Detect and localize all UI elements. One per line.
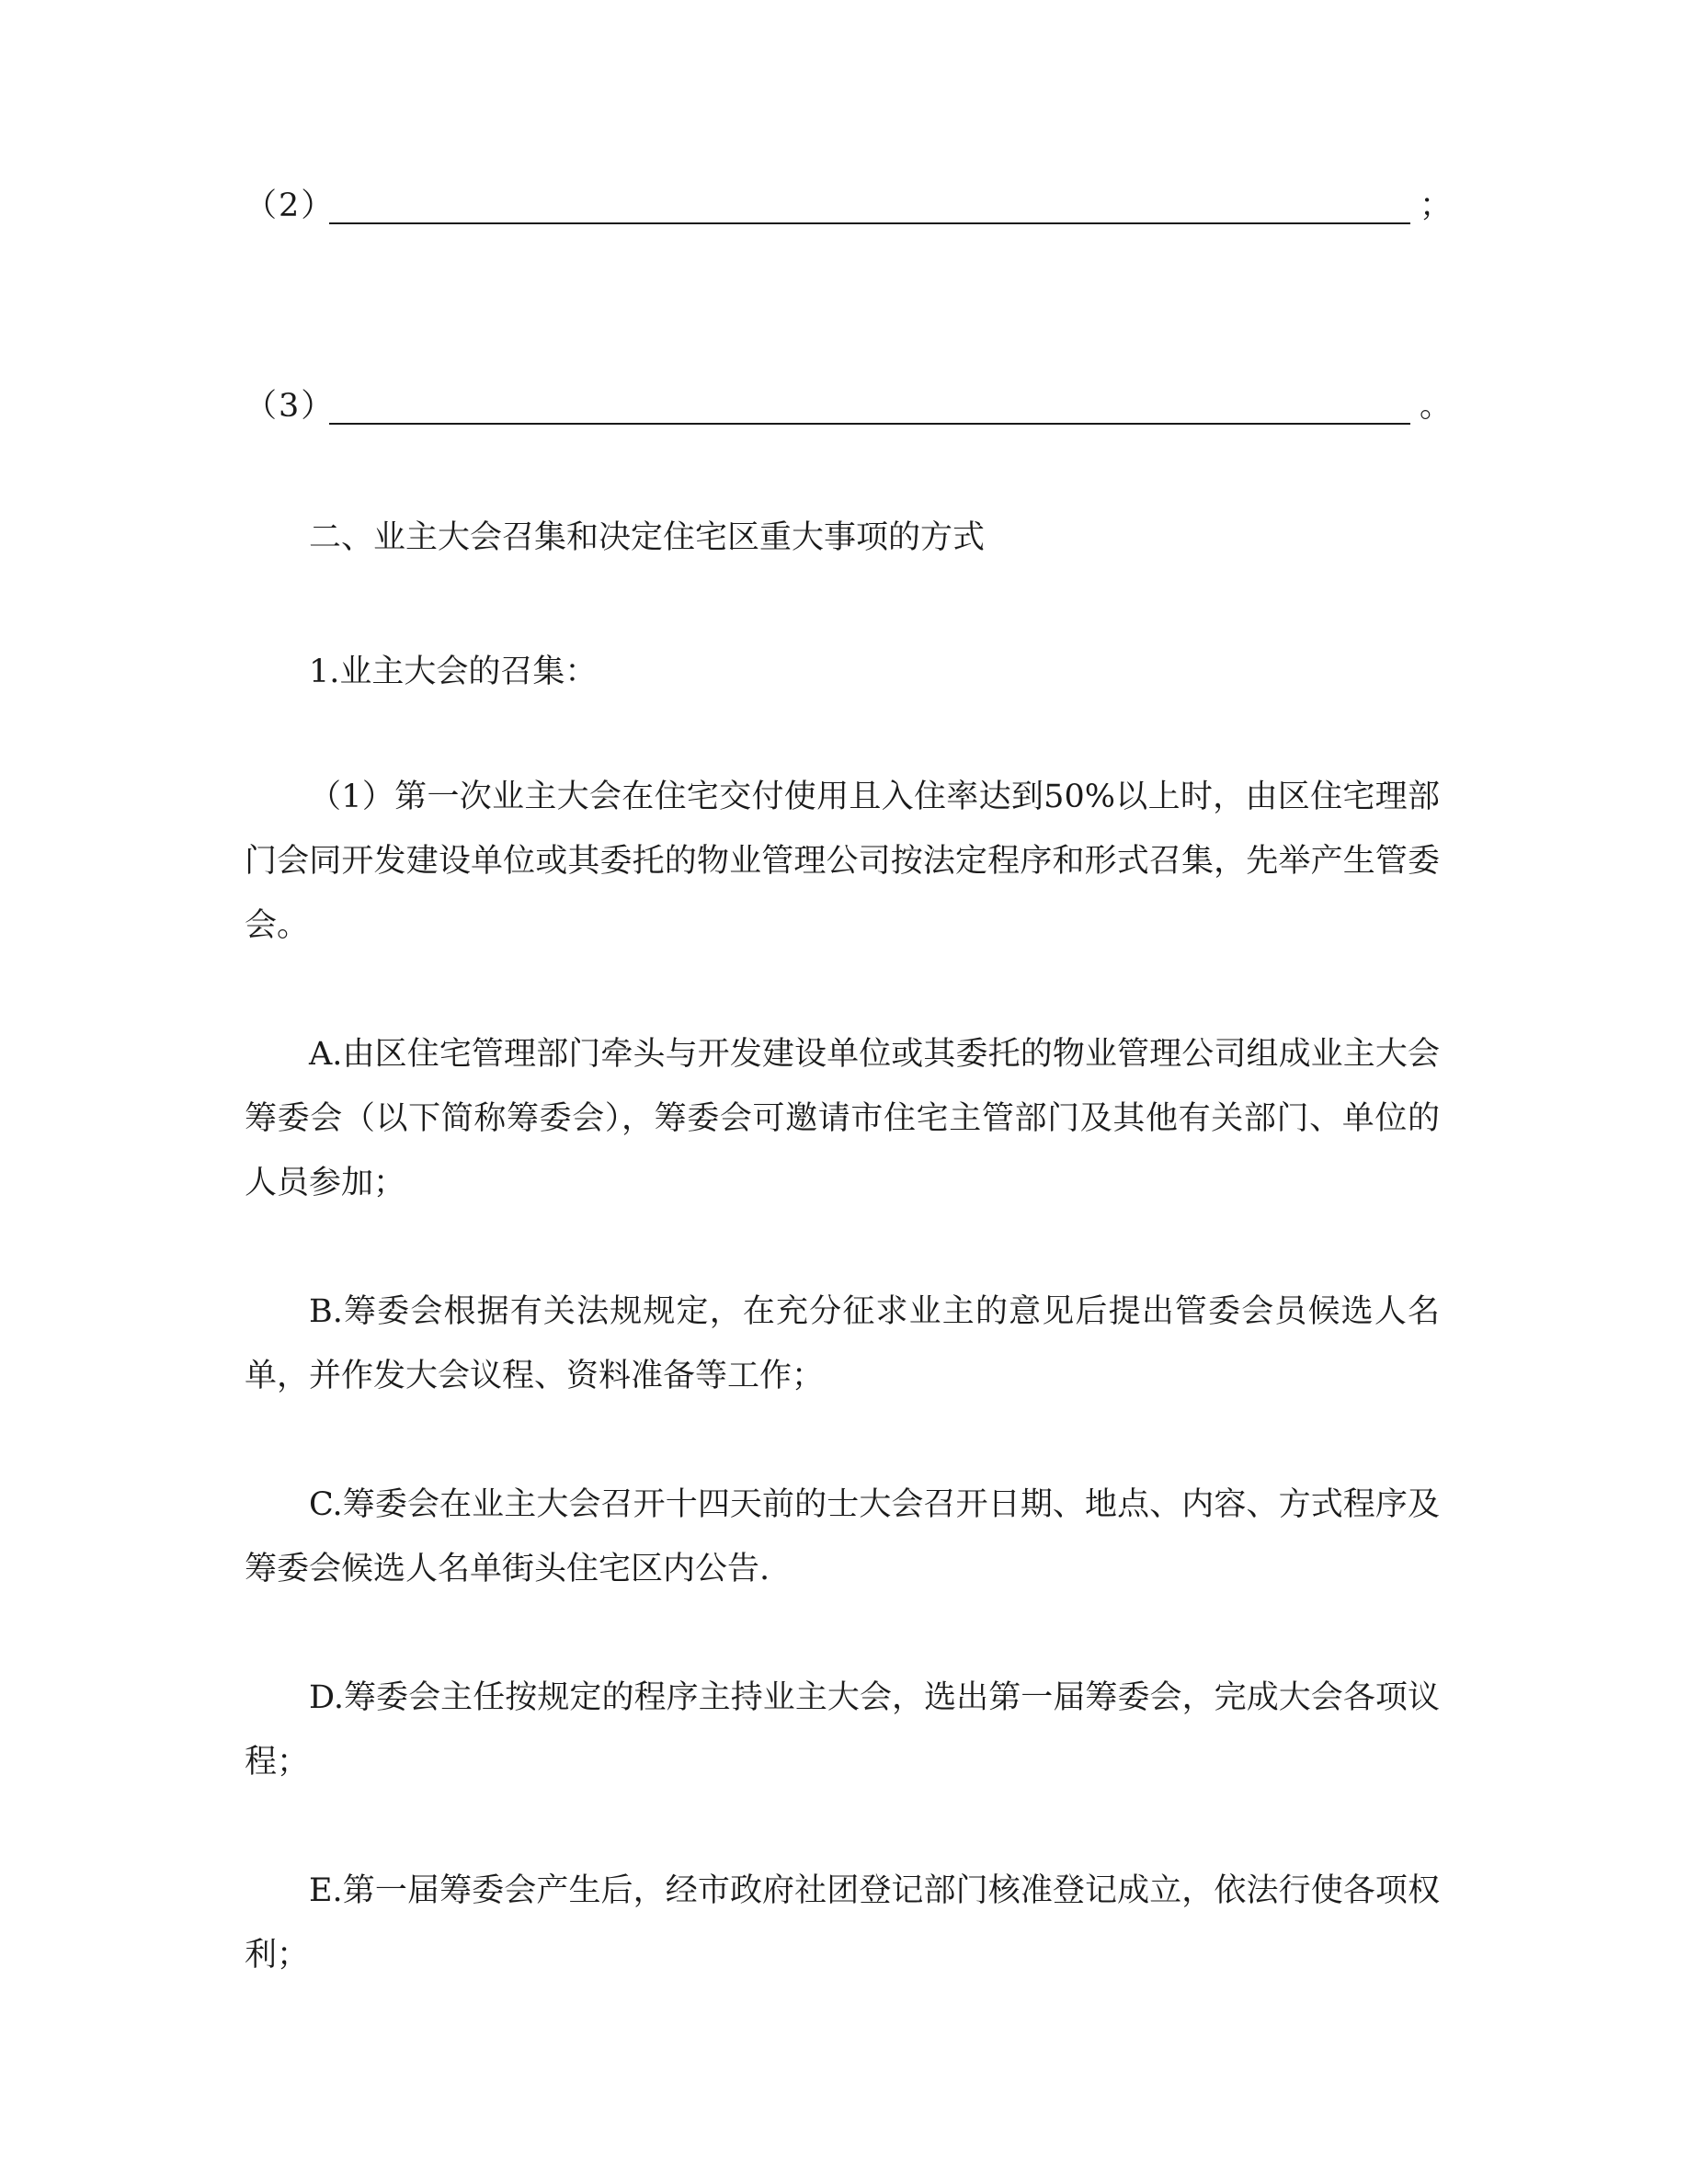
item-number: （2）: [245, 188, 336, 224]
section-heading: 二、业主大会召集和决定住宅区重大事项的方式: [309, 519, 986, 556]
paragraph-c: C.筹委会在业主大会召开十四天前的士大会召开日期、地点、内容、方式程序及筹委会候选人名单街头住宅区内公告.: [245, 1486, 1440, 1587]
fill-in-line: [329, 423, 1410, 425]
paragraph-b: B.筹委会根据有关法规规定，在充分征求业主的意见后提出管委会员候选人名单，并作发大会议程、资料准备等工作；: [245, 1293, 1440, 1394]
paragraph-e: E.第一届筹委会产生后，经市政府社团登记部门核准登记成立，依法行使各项权利；: [245, 1872, 1440, 1974]
blank-item-3: [245, 377, 1453, 432]
end-mark: 。: [1420, 388, 1453, 425]
paragraph-1: （1）第一次业主大会在住宅交付使用且入住率达到50%以上时，由区住宅理部门会同开发建设单位或其委托的物业管理公司按法定程序和形式召集，先举产生管委会。: [245, 779, 1440, 944]
item-number: （3）: [245, 388, 336, 425]
end-mark: ；: [1420, 188, 1453, 224]
blank-item-2: [245, 176, 1453, 232]
paragraph-d: D.筹委会主任按规定的程序主持业主大会，选出第一届筹委会，完成大会各项议程；: [245, 1679, 1440, 1780]
paragraph-a: A.由区住宅管理部门牵头与开发建设单位或其委托的物业管理公司组成业主大会筹委会（以下简称筹委会），筹委会可邀请市住宅主管部门及其他有关部门、单位的人员参加；: [245, 1036, 1440, 1201]
subsection-heading: 1.业主大会的召集：: [309, 654, 598, 690]
fill-in-line: [329, 222, 1410, 224]
